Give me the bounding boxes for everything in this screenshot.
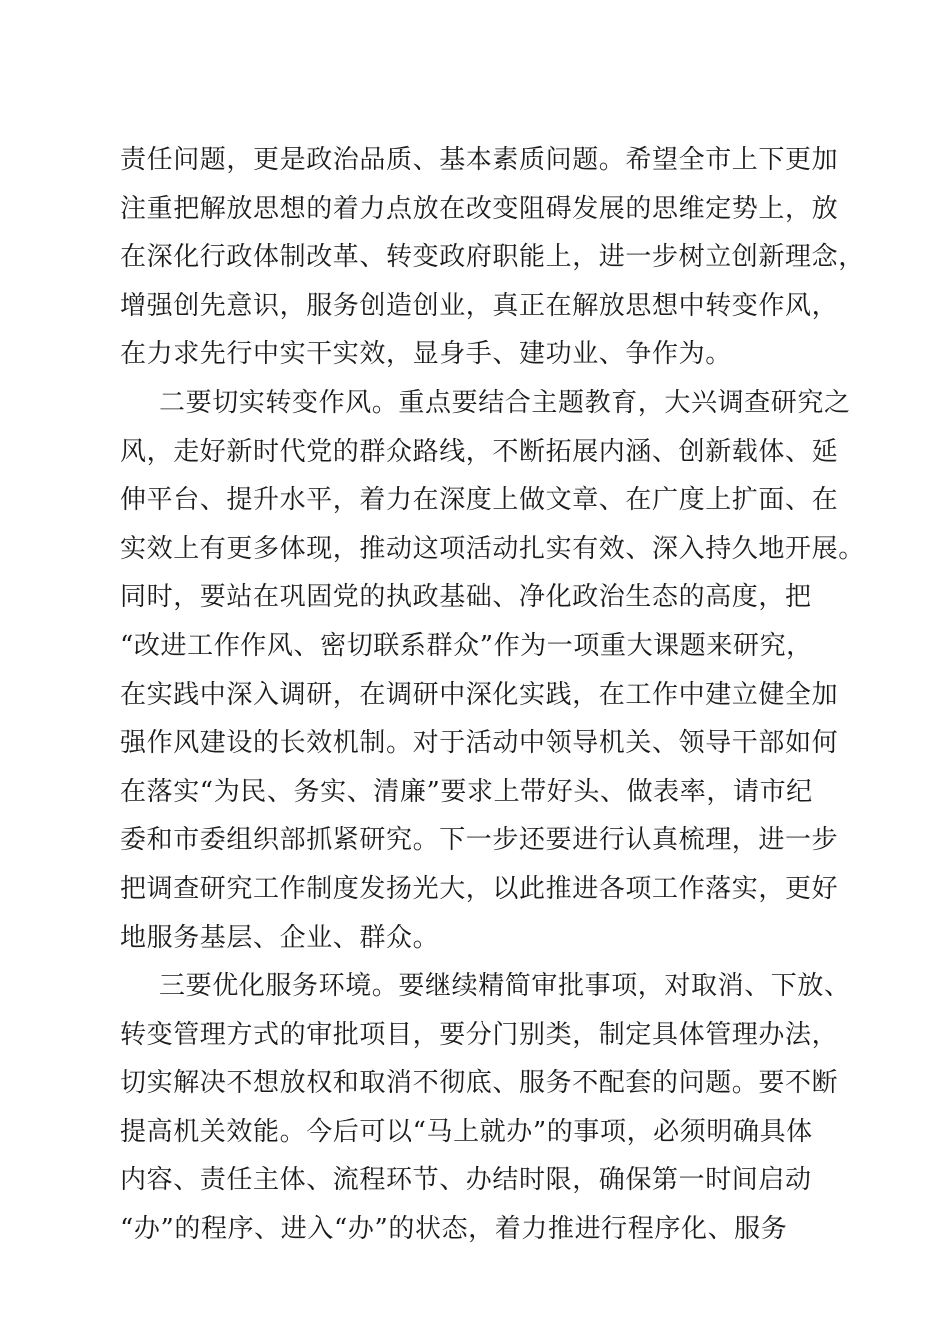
paragraph-start-line: 二要切实转变作风。重点要结合主题教育，大兴调查研究之 — [159, 387, 851, 418]
text-line: 转变管理方式的审批项目，要分门别类，制定具体管理办法， — [120, 1019, 839, 1050]
text-line: 地服务基层、企业、群众。 — [120, 922, 440, 953]
text-line: 把调查研究工作制度发扬光大，以此推进各项工作落实，更好 — [120, 873, 839, 904]
text-line: 切实解决不想放权和取消不彻底、服务不配套的问题。要不断 — [120, 1068, 839, 1099]
text-line: 提高机关效能。今后可以“马上就办”的事项，必须明确具体 — [120, 1116, 813, 1147]
text-line: “改进工作作风、密切联系群众”作为一项重大课题来研究， — [120, 630, 813, 661]
paragraph-start-line: 三要优化服务环境。要继续精简审批事项，对取消、下放、 — [159, 971, 851, 1002]
text-line: 在深化行政体制改革、转变政府职能上，进一步树立创新理念， — [120, 242, 865, 273]
text-line: 委和市委组织部抓紧研究。下一步还要进行认真梳理，进一步 — [120, 825, 839, 856]
text-line: 风，走好新时代党的群众路线，不断拓展内涵、创新载体、延 — [120, 436, 839, 467]
text-line: 在实践中深入调研，在调研中深化实践，在工作中建立健全加 — [120, 679, 839, 710]
text-line: “办”的程序、进入“办”的状态，着力推进行程序化、服务 — [120, 1214, 788, 1245]
text-line: 实效上有更多体现，推动这项活动扎实有效、深入持久地开展。 — [120, 533, 865, 564]
text-line: 伸平台、提升水平，着力在深度上做文章、在广度上扩面、在 — [120, 485, 839, 516]
text-line: 增强创先意识，服务创造创业，真正在解放思想中转变作风， — [120, 290, 839, 321]
document-body — [120, 136, 865, 1254]
text-line: 注重把解放思想的着力点放在改变阻碍发展的思维定势上，放 — [120, 193, 839, 224]
text-line: 在力求先行中实干实效，显身手、建功业、争作为。 — [120, 339, 732, 370]
text-line: 内容、责任主体、流程环节、办结时限，确保第一时间启动 — [120, 1165, 812, 1196]
text-line: 强作风建设的长效机制。对于活动中领导机关、领导干部如何 — [120, 728, 839, 759]
text-line: 在落实“为民、务实、清廉”要求上带好头、做表率，请市纪 — [120, 776, 813, 807]
text-line: 责任问题，更是政治品质、基本素质问题。希望全市上下更加 — [120, 145, 839, 175]
text-line: 同时，要站在巩固党的执政基础、净化政治生态的高度，把 — [120, 582, 812, 613]
